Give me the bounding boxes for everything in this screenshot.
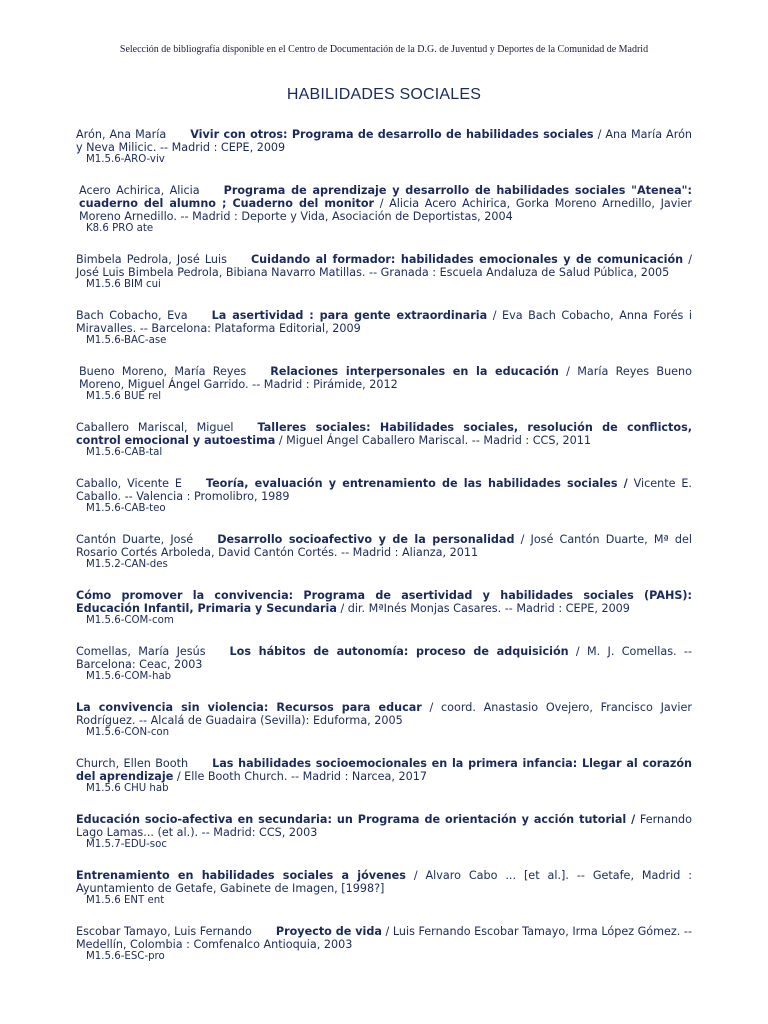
entry-title: Cuidando al formador: habilidades emocionales y de comunicación bbox=[250, 253, 684, 266]
entry-title: Entrenamiento en habilidades sociales a jóvenes bbox=[76, 869, 406, 882]
entry-author: Comellas, María Jesús bbox=[76, 645, 206, 658]
bibliography-entry bbox=[76, 253, 692, 291]
entry-publication: / coord. Anastasio Ovejero, Francisco Javier Rodríguez. -- Alcalá de Guadaira (Sevilla): Eduforma, 2005 bbox=[76, 701, 692, 727]
entry-title: Desarrollo socioafectivo y de la personalidad bbox=[217, 533, 515, 546]
entry-author: Cantón Duarte, José bbox=[76, 533, 194, 546]
entry-publication: / Luis Fernando Escobar Tamayo, Irma López Gómez. -- Medellín, Colombia : Comfenalco Antioquia, 2003 bbox=[76, 925, 692, 951]
entry-publication: / Ana María Arón y Neva Milicic. -- Madrid : CEPE, 2009 bbox=[76, 128, 693, 154]
entry-publication: / José Luis Bimbela Pedrola, Bibiana Navarro Matillas. -- Granada : Escuela Andaluza de Salud Pública, 2005 bbox=[76, 253, 692, 279]
bibliography-list bbox=[76, 128, 692, 981]
bibliography-entry bbox=[76, 869, 692, 907]
entry-call-number: M1.5.7-EDU-soc bbox=[86, 839, 167, 850]
entry-publication: / Alicia Acero Achirica, Gorka Moreno Arnedillo, Javier Moreno Arnedillo. -- Madrid : Deporte y Vida, Asociación de Deportistas, 2004 bbox=[79, 197, 692, 223]
entry-title: La asertividad : para gente extraordinaria bbox=[211, 309, 488, 322]
bibliography-entry bbox=[76, 184, 692, 235]
page-title: HABILIDADES SOCIALES bbox=[286, 86, 482, 103]
entry-call-number: M1.5.2-CAN-des bbox=[86, 559, 168, 570]
bibliography-entry bbox=[76, 813, 692, 851]
entry-title: Teoría, evaluación y entrenamiento de las habilidades sociales / bbox=[205, 477, 628, 490]
bibliography-entry bbox=[76, 645, 692, 683]
entry-title: Programa de aprendizaje y desarrollo de habilidades sociales "Atenea": cuaderno del alumno ; Cuaderno del monitor bbox=[79, 184, 692, 210]
entry-publication: / Miguel Ángel Caballero Mariscal. -- Madrid : CCS, 2011 bbox=[275, 434, 592, 447]
bibliography-entry bbox=[76, 757, 692, 795]
entry-publication: / José Cantón Duarte, Mª del Rosario Cortés Arboleda, David Cantón Cortés. -- Madrid : Alianza, 2011 bbox=[76, 533, 692, 559]
entry-author: Bueno Moreno, María Reyes bbox=[79, 365, 247, 378]
entry-call-number: M1.5.6-COM-com bbox=[86, 615, 174, 626]
entry-call-number: M1.5.6-ESC-pro bbox=[86, 951, 165, 962]
entry-title: La convivencia sin violencia: Recursos para educar bbox=[76, 701, 422, 714]
entry-call-number: M1.5.6-CAB-teo bbox=[86, 503, 166, 514]
bibliography-entry bbox=[76, 309, 692, 347]
entry-author: Church, Ellen Booth bbox=[76, 757, 189, 770]
entry-publication: Fernando Lago Lamas... (et al.). -- Madrid: CCS, 2003 bbox=[76, 813, 692, 839]
bibliography-entry bbox=[76, 421, 692, 459]
bibliography-entry bbox=[76, 128, 692, 166]
entry-author: Acero Achirica, Alicia bbox=[79, 184, 200, 197]
entry-call-number: M1.5.6 CHU hab bbox=[86, 783, 169, 794]
entry-publication: / Elle Booth Church. -- Madrid : Narcea, 2017 bbox=[173, 770, 427, 783]
bibliography-entry bbox=[76, 589, 692, 627]
entry-call-number: K8.6 PRO ate bbox=[86, 223, 154, 234]
entry-publication: / Eva Bach Cobacho, Anna Forés i Miravalles. -- Barcelona: Plataforma Editorial, 2009 bbox=[76, 309, 693, 335]
bibliography-entry bbox=[76, 365, 692, 403]
entry-title: Proyecto de vida bbox=[275, 925, 382, 938]
entry-publication: / Alvaro Cabo ... [et al.]. -- Getafe, Madrid : Ayuntamiento de Getafe, Gabinete de Imagen, [1998?] bbox=[76, 869, 693, 895]
entry-call-number: M1.5.6-BAC-ase bbox=[86, 335, 167, 346]
entry-publication: / M. J. Comellas. -- Barcelona: Ceac, 2003 bbox=[76, 645, 692, 671]
entry-title: Cómo promover la convivencia: Programa de asertividad y habilidades sociales (PAHS): Educación Infantil, Primaria y Secundaria bbox=[76, 589, 692, 615]
entry-title: Talleres sociales: Habilidades sociales, resolución de conflictos, control emocional y autoestima bbox=[76, 421, 692, 447]
entry-title: Relaciones interpersonales en la educación bbox=[270, 365, 559, 378]
bibliography-entry bbox=[76, 925, 692, 963]
page-header: Selección de bibliografía disponible en el Centro de Documentación de la D.G. de Juventud y Deportes de la Comunidad de Madrid bbox=[119, 44, 649, 55]
entry-publication: / dir. MªInés Monjas Casares. -- Madrid : CEPE, 2009 bbox=[336, 602, 630, 615]
bibliography-entry bbox=[76, 477, 692, 515]
entry-author: Bimbela Pedrola, José Luis bbox=[76, 253, 227, 266]
entry-call-number: M1.5.6 ENT ent bbox=[86, 895, 165, 906]
bibliography-entry bbox=[76, 533, 692, 571]
entry-call-number: M1.5.6-CAB-tal bbox=[86, 447, 163, 458]
entry-author: Caballo, Vicente E bbox=[76, 477, 182, 490]
entry-call-number: M1.5.6 BIM cui bbox=[86, 279, 161, 290]
entry-author: Caballero Mariscal, Miguel bbox=[76, 421, 234, 434]
entry-title: Vivir con otros: Programa de desarrollo de habilidades sociales bbox=[190, 128, 594, 141]
entry-call-number: M1.5.6 BUE rel bbox=[86, 391, 162, 402]
entry-call-number: M1.5.6-ARO-viv bbox=[86, 154, 165, 165]
entry-title: Las habilidades socioemocionales en la primera infancia: Llegar al corazón del aprendizaje bbox=[76, 757, 693, 783]
bibliography-entry bbox=[76, 701, 692, 739]
entry-author: Escobar Tamayo, Luis Fernando bbox=[76, 925, 252, 938]
entry-author: Arón, Ana María bbox=[76, 128, 167, 141]
entry-title: Educación socio-afectiva en secundaria: un Programa de orientación y acción tutorial / bbox=[76, 813, 636, 826]
entry-call-number: M1.5.6-CON-con bbox=[86, 727, 170, 738]
entry-author: Bach Cobacho, Eva bbox=[76, 309, 188, 322]
entry-call-number: M1.5.6-COM-hab bbox=[86, 671, 172, 682]
entry-title: Los hábitos de autonomía: proceso de adquisición bbox=[229, 645, 569, 658]
entry-publication: Vicente E. Caballo. -- Valencia : Promolibro, 1989 bbox=[76, 477, 692, 503]
entry-publication: / María Reyes Bueno Moreno, Miguel Ángel Garrido. -- Madrid : Pirámide, 2012 bbox=[79, 365, 692, 391]
